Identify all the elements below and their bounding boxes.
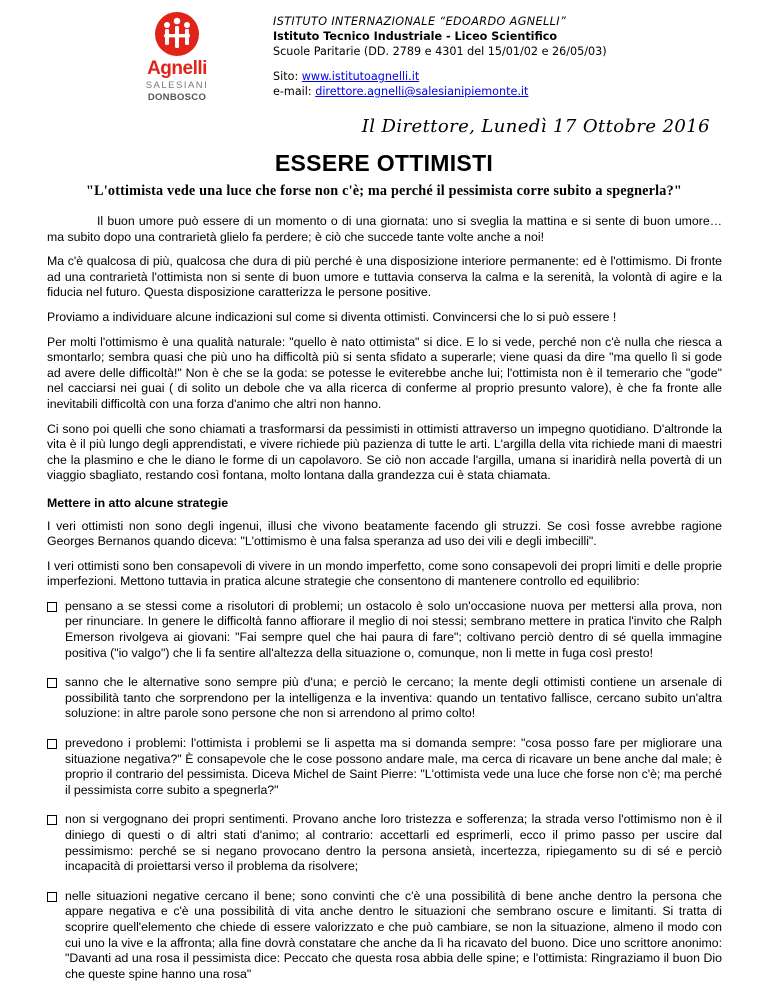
list-item-text: sanno che le alternative sono sempre più d'una; e perciò le cercano; la mente degli ottimisti contiene un arsenale di possibilità tanto che sorprendono per la intelligenza e la inventiva: quando un tentativo fallisce, cercano subito un'altra soluzione: in altre parole sono persone che non si arrendono al primo colto! [65,675,722,721]
paragraph: I veri ottimisti non sono degli ingenui, illusi che vivono beatamente facendo gli struzzi. Se così fosse avrebbe ragione Georges Bernanos quando diceva: "L'ottimismo è una falsa speranza ad uso dei vili e degli imbecilli". [47,518,722,549]
dateline: Il Direttore, Lunedì 17 Ottobre 2016 [361,116,710,137]
epigraph-quote: "L'ottimista vede una luce che forse non c'è; ma perché il pessimista corre subito a spegnerla?" [86,183,682,199]
logo-subtitle: SALESIANI [145,80,209,91]
list-item [47,736,722,798]
list-item-text: prevedono i problemi: l'ottimista i problemi se li aspetta ma si domanda sempre: "cosa posso fare per migliorare una situazione negativa?" È consapevole che le cose possono andare male, ma cerca di ricavare un bene anche dal male; è proprio il contrario del pessimista. Diceva Michel de Saint Pierre: "L'ottimista vede una luce che forse non c'è; ma perché il pessimista corre subito a spegnerla?" [65,736,722,797]
letterhead [0,0,768,110]
section-heading: Mettere in atto alcune strategie [47,495,229,510]
paragraph: I veri ottimisti sono ben consapevoli di vivere in un mondo imperfetto, come sono consapevoli dei propri limiti e delle proprie imperfezioni. Mettono tuttavia in pratica alcune strategie che consentono di mantenere controllo ed equilibrio: [47,558,722,589]
site-line [273,69,607,84]
paragraph: Proviamo a individuare alcune indicazioni sul come si diventa ottimisti. Convincersi che lo si può essere ! [47,309,617,324]
institute-info [273,14,607,99]
paragraph: Il buon umore può essere di un momento o di una giornata: uno si sveglia la mattina e si sente di buon umore… ma subito dopo una contrarietà glielo fa perdere; è ciò che succede tante volte anche a noi! [47,214,722,244]
list-item [47,599,722,661]
page-title: ESSERE OTTIMISTI [274,150,494,176]
email-link[interactable]: direttore.agnelli@salesianipiemonte.it [315,85,529,98]
checkbox-bullet-icon [47,602,57,612]
email-line [273,84,607,99]
list-item-text: non si vergognano dei propri sentimenti. Provano anche loro tristezza e sofferenza; la strada verso l'ottimismo non è il diniego di questi o di altri stati d'animo; al contrario: accettarli ed esprimerli, ecco il primo passo per uscire dal pessimismo: perché se si negano provocano dentro la persona ansietà, incertezza, ripiegamento su di sé e perciò incapacità di proiettarsi verso il problema da risolvere; [65,812,722,874]
list-item-text: nelle situazioni negative cercano il bene; sono convinti che c'è una possibilità di bene anche dentro la persona che appare negativa e c'è una possibilità di vita anche dentro le situazioni che sembrano oscure e limitanti. Si tratta di scoprire quell'elemento che chiede di essere valorizzato e che può cambiare, se non la situazione, almeno il modo con cui uno la vive e la affronta; alla fine dovrà constatare che anche da lì ha ricavato del buono. Dice uno scrittore anonimo: "Davanti ad una rosa il pessimista dice: Peccato che questa rosa abbia delle spine; e l'ottimista: Ringraziamo il buon Dio che queste spine hanno una rosa" [65,888,722,981]
institute-name: ISTITUTO INTERNAZIONALE “EDOARDO AGNELLI” [273,15,567,28]
site-link[interactable]: www.istitutoagnelli.it [301,70,420,83]
checkbox-bullet-icon [47,892,57,902]
list-item [47,812,722,874]
agnelli-logo [133,12,221,108]
strategy-list [47,599,722,982]
email-label: e-mail: [273,85,316,98]
checkbox-bullet-icon [47,815,57,825]
salesian-logo-icon [155,12,199,56]
institute-type: Istituto Tecnico Industriale - Liceo Scientifico [273,30,558,43]
checkbox-bullet-icon [47,678,57,688]
institute-accreditation: Scuole Paritarie (DD. 2789 e 4301 del 15/01/02 e 26/05/03) [273,45,607,58]
list-item [47,675,722,722]
site-label: Sito: [273,70,302,83]
article-body [47,214,722,996]
logo-subtitle-2: DONBOSCO [147,92,207,103]
paragraph: Per molti l'ottimismo è una qualità naturale: "quello è nato ottimista" si dice. E lo si vede, perché non c'è nulla che riesca a smontarlo; sembra quasi che più uno ha difficoltà più si senta sfidato a superarle; viene quasi da dire "ma quello lì si gode ad avere delle difficoltà!" Non è che se la goda: se potesse le eviterebbe anche lui; l'ottimista non è il temerario che "gode" nel cacciarsi nei guai ( di solito un debole che va alla ricerca di conferme al proprio presunto valore), è che fa fronte alle inevitabili difficoltà con una forza d'animo che altri non hanno. [47,334,722,411]
paragraph: Ma c'è qualcosa di più, qualcosa che dura di più perché è una disposizione interiore permanente: ed è l'ottimismo. Di fronte ad una contrarietà l'ottimista non si sente di buon umore e tuttavia conserva la calma e la serenità, la volontà di agire e la fiducia nel futuro. Questa disposizione caratterizza le persone positive. [47,254,722,300]
logo-name: Agnelli [147,58,207,79]
checkbox-bullet-icon [47,739,57,749]
list-item [47,889,722,983]
paragraph: Ci sono poi quelli che sono chiamati a trasformarsi da pessimisti in ottimisti attraverso un impegno quotidiano. D'altronde la vita è il più lungo degli apprendistati, e vivere richiede più pazienza di tutte le arti. L'argilla della vita richiede mani di maestri che la plasmino e che le diano le forme di un capolavoro. Se ciò non accade l'argilla, umana si inaridirà nella povertà di un viaggio sbagliato, restando così fontana, molto lontana dalla grandezza cui è stata chiamata. [47,421,722,483]
list-item-text: pensano a se stessi come a risolutori di problemi; un ostacolo è solo un'occasione nuova per mettersi alla prova, non per rinunciare. In genere le difficoltà fanno affiorare il meglio di noi stessi; sembrano mettere in pratica l'invito che Ralph Emerson rivolgeva ai giovani: "Fai sempre quel che hai paura di fare"; coltivano perciò dentro di sé quella immagine positiva ("io valgo") che li fa sentire all'altezza della situazione o, comunque, non li mette in fuga così presto! [65,598,722,660]
